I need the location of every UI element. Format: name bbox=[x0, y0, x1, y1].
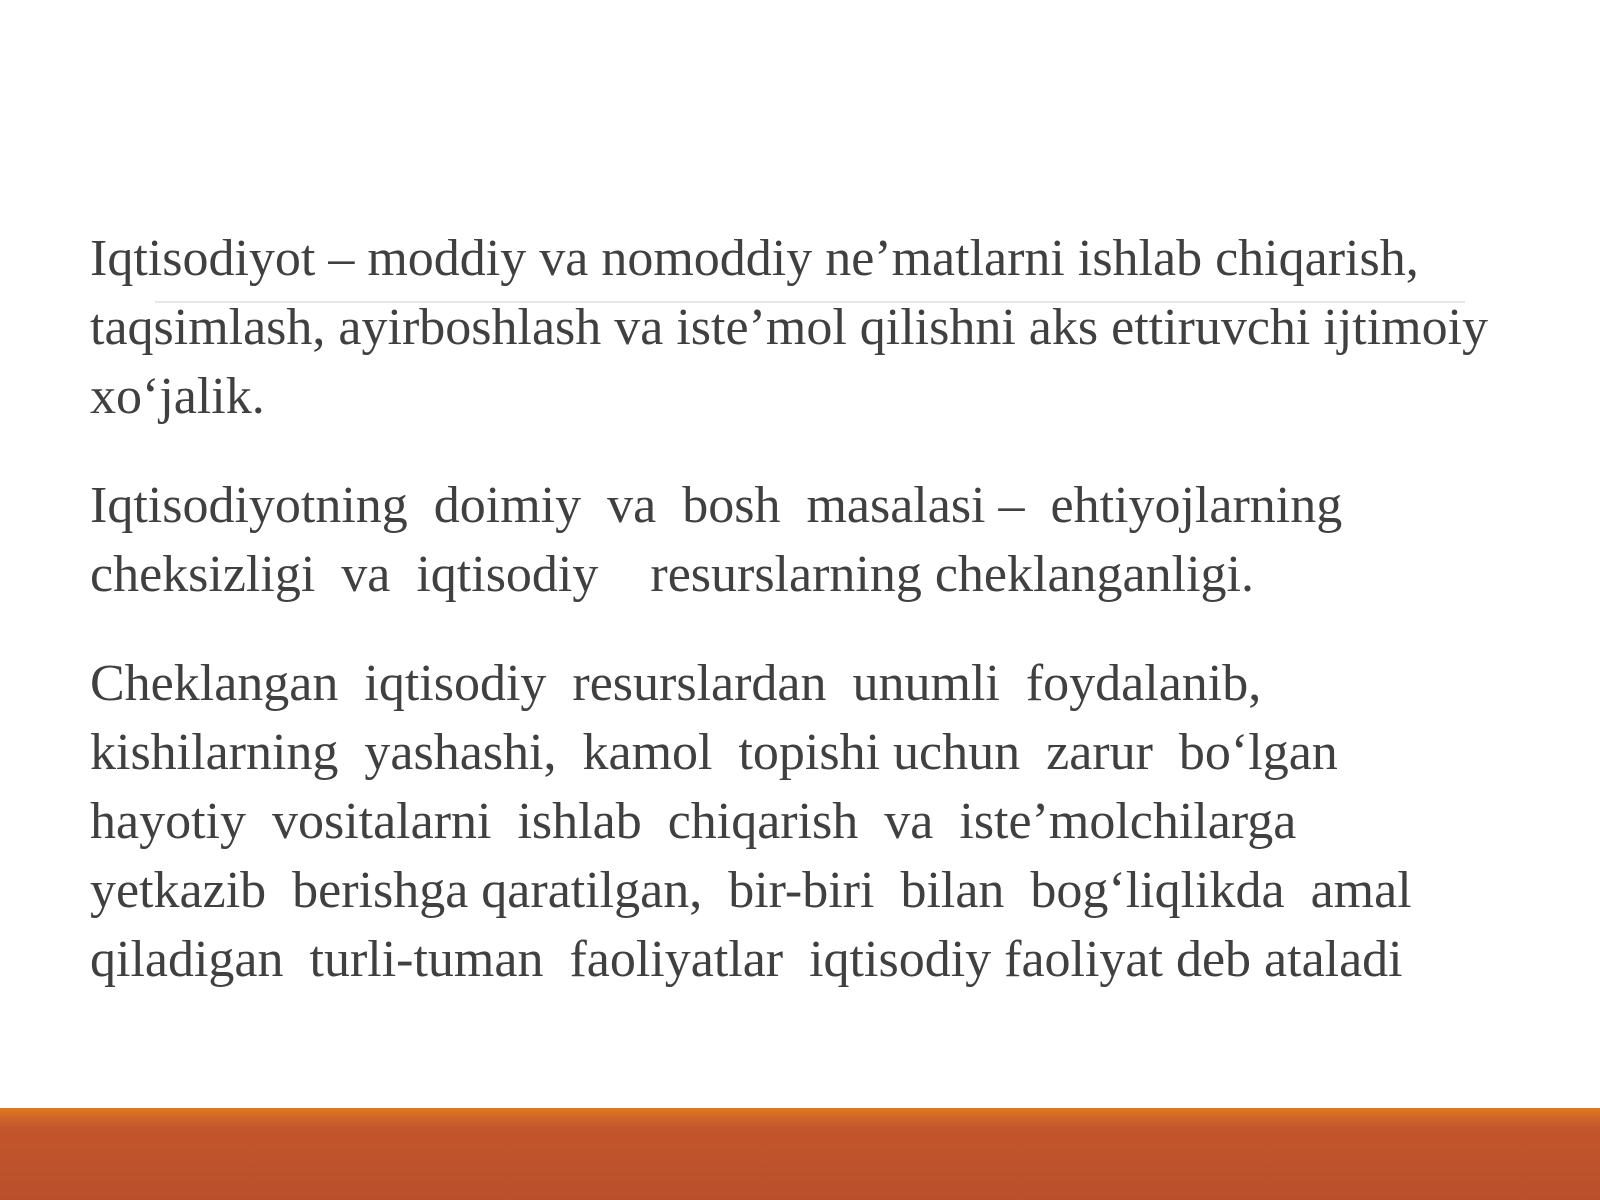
text-line: Cheklangan iqtisodiy resurslardan unumli foydalanib, bbox=[90, 655, 1262, 712]
text-line: qiladigan turli-tuman faoliyatlar iqtisodiy faoliyat deb ataladi bbox=[90, 931, 1403, 988]
text-line: hayotiy vositalarni ishlab chiqarish va iste’molchilarga bbox=[90, 793, 1297, 850]
text-line: kishilarning yashashi, kamol topishi uchun zarur bo‘lgan bbox=[90, 724, 1338, 781]
text-line: Iqtisodiyotning doimiy va bosh masalasi – ehtiyojlarning bbox=[90, 477, 1343, 534]
text-line: xo‘jalik. bbox=[90, 368, 265, 425]
text-line: yetkazib berishga qaratilgan, bir-biri bilan bog‘liqlikda amal bbox=[90, 862, 1412, 919]
slide-body bbox=[90, 224, 1530, 1034]
text-line: taqsimlash, ayirboshlash va iste’mol qilishni aks ettiruvchi ijtimoiy bbox=[90, 299, 1489, 356]
text-line: cheksizligi va iqtisodiy resurslarning cheklanganligi. bbox=[90, 546, 1254, 603]
paragraph-main-problem bbox=[90, 471, 1530, 609]
paragraph-economy-definition bbox=[90, 224, 1530, 431]
text-line: Iqtisodiyot – moddiy va nomoddiy ne’matlarni ishlab chiqarish, bbox=[90, 230, 1419, 287]
footer-bar bbox=[0, 1108, 1600, 1200]
paragraph-economic-activity bbox=[90, 649, 1530, 994]
